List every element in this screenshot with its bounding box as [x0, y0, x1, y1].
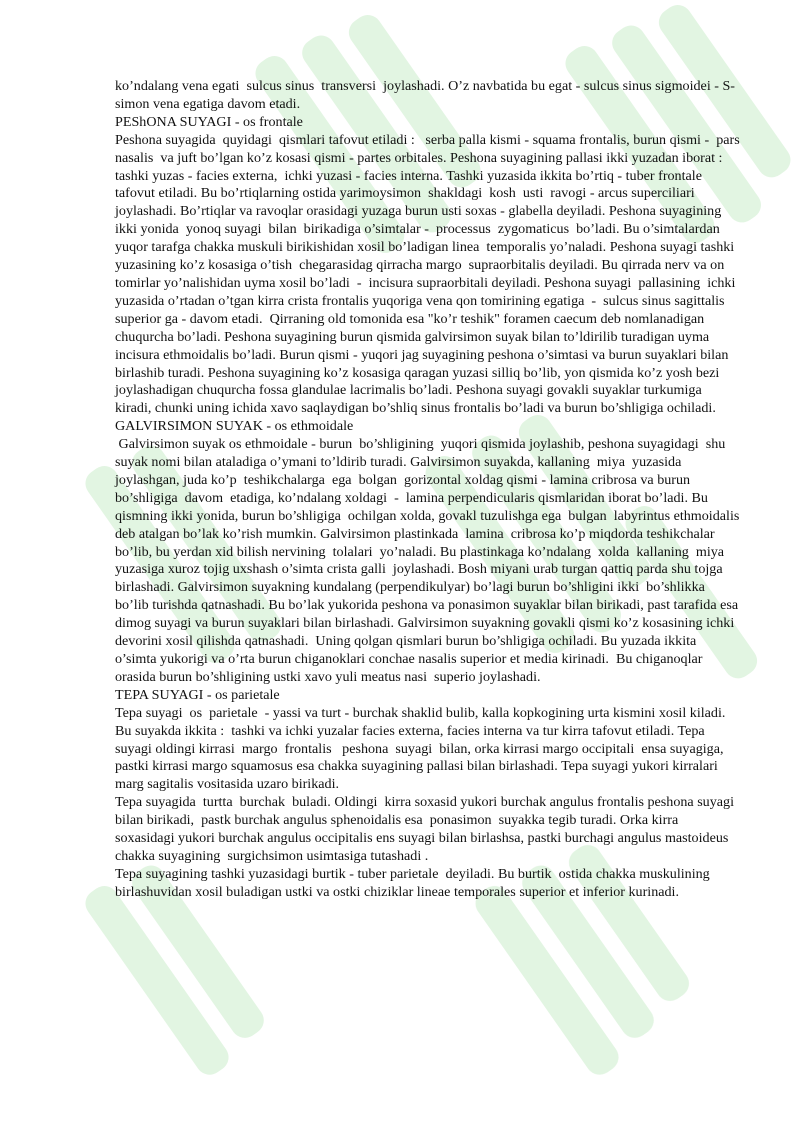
section-heading: GALVIRSIMON SUYAK - os ethmoidale [115, 418, 354, 435]
section-heading: PEShONA SUYAGI - os frontale [115, 113, 303, 130]
paragraph: Peshona suyagida quyidagi qismlari tafovut etiladi : serba palla kismi - squama frontalis, burun qismi - pars nasalis va juft bo’lgan ko’z kosasi qismi - partes orbitales. Peshona suyagining pallasi ikki yuzadan iborat : tashki yuzas - facies externa, ichki yuzasi - facies interna. Tashki yuzasida ikkita bo’rtiq - tuber frontale tafovut etiladi. Bu bo’rtiqlarning ostida yarimoysimon shakldagi kosh usti ravogi - arcus superciliari joylashadi. Bo’rtiqlar va ravoqlar orasidagi yuzaga burun usti soxas - glabella deyiladi. Peshona suyagining ikki yonida yonoq suyagi bilan birikadiga o’simtalar - processus zygomaticus bo’ladi. Bu o’simtalardan yuqor tarafga chakka muskuli birikishidan xosil bo’ladigan linea temporalis yo’naladi. Peshona suyagi tashki yuzasining ko’z kosasiga o’tish chegarasidag qirracha margo supraorbitalis deyiladi. Bu qirrada nerv va on tomirlar yo’nalishidan uyma xosil bo’ladi - incisura supraorbitali deyiladi. Peshona suyagi pallasining ichki yuzasida o’rtadan o’tgan kirra crista frontalis yuqoriga vena qon tomirining egatiga - sulcus sinus sagittalis superior ga - davom etadi. Qirraning old tomonida esa "ko’r teshik" foramen caecum deb nomlanadigan chuqurcha bo’ladi. Peshona suyagining burun qismida galvirsimon suyak bilan to’ldirilib turadigan uyma incisura ethmoidalis bo’ladi. Burun qismi - yuqori jag suyagining peshona o’simtasi va burun suyaklari bilan birlashib turadi. Peshona suyagining ko’z kosasiga qaragan yuzasi silliq bo’lib, yon qismida ko’z yosh bezi joylashadigan chuqurcha fossa glandulae lacrimalis bo’ladi. Peshona suyagi govakli suyaklar turkumiga kiradi, chunki uning ichida xavo saqlaydigan bo’shliq sinus frontalis bo’ladi va burun bo’shligiga ochiladi. [115, 131, 747, 417]
paragraph: Tepa suyagining tashki yuzasidagi burtik - tuber parietale deyiladi. Bu burtik ostida chakka muskulining birlashuvidan xosil buladigan ustki va ostki chiziklar lineae temporales superior et inferior kurinadi. [115, 865, 714, 900]
document-body [115, 78, 747, 902]
paragraph: Galvirsimon suyak os ethmoidale - burun bo’shligining yuqori qismida joylashib, peshona suyagidagi shu suyak nomi bilan ataladiga o’ymani to’ldirib turadi. Galvirsimon suyakda, kallaning miya yuzasida joylashgan, juda ko’p teshikchalarga ega bolgan gorizontal xoldag qismi - lamina cribrosa va burun bo’shligiga davom etadiga, ko’ndalang xoldagi - lamina perpendicularis qismlaridan iborat bo’ladi. Bu qismning ikki yonida, burun bo’shligiga ochilgan xolda, govakl tuzulishga ega bulgan labyrintus ethmoidalis deb atalgan bo’lak ko’rish mumkin. Galvirsimon plastinkada lamina cribrosa ko’p miqdorda teshikchalar bo’lib, bu yerdan xid bilish nervining tolalari yo’naladi. Bu plastinkaga ko’ndalang xolda kallaning miya yuzasiga xuroz tojig uxshash o’simta crista galli joylashadi. Bosh miyani urab turgan qattiq parda shu tojga birlashadi. Galvirsimon suyakning kundalang (perpendikulyar) bo’lagi burun bo’shligini ikki bo’shlikka bo’lib turishda qatnashadi. Bu bo’lak yukorida peshona va ponasimon suyaklar bilan birikadi, past tarafida esa dimog suyagi va burun suyaklari bilan birlashadi. Galvirsimon suyakning govakli qismi ko’z kosasining ichki devorini xosil qilishda qatnashadi. Uning qolgan qismlari burun bo’shligiga ochiladi. Bu yuzada ikkita o’simta yukorigi va o’rta burun chiganoklari conchae nasalis superior et media kirinadi. Bu chiganoqlar orasida burun bo’shligining ustki xavo yuli meatus nasi superio joylashadi. [115, 436, 746, 685]
paragraph: Tepa suyagi os parietale - yassi va turt - burchak shaklid bulib, kalla kopkogining urta kismini xosil kiladi. Bu suyakda ikkita : tashki va ichki yuzalar facies externa, facies interna va tur kirra tafovut etiladi. Tepa suyagi oldingi kirrasi margo frontalis peshona suyagi bilan, orka kirrasi margo occipitali ensa suyagiga, pastki kirrasi margo squamosus esa chakka suyagining pallasi bilan birlashadi. Tepa suyagi yukori kirralari marg sagitalis vositasida uzaro birikadi. [115, 704, 729, 793]
section-heading: TEPA SUYAGI - os parietale [115, 686, 280, 703]
paragraph: ko’ndalang vena egati sulcus sinus transversi joylashadi. O’z navbatida bu egat - sulcus sinus sigmoidei - S-simon vena egatiga davom etadi. [115, 78, 736, 112]
paragraph: Tepa suyagida turtta burchak buladi. Oldingi kirra soxasid yukori burchak angulus frontalis peshona suyagi bilan birikadi, pastk burchak angulus sphenoidalis esa ponasimon suyakka tegib turadi. Orka kirra soxasidagi yukori burchak angulus occipitalis ens suyagi bilan birlashsa, pastki burchagi angulus mastoideus chakka suyagining surgichsimon usimtasiga tutashadi . [115, 794, 738, 864]
